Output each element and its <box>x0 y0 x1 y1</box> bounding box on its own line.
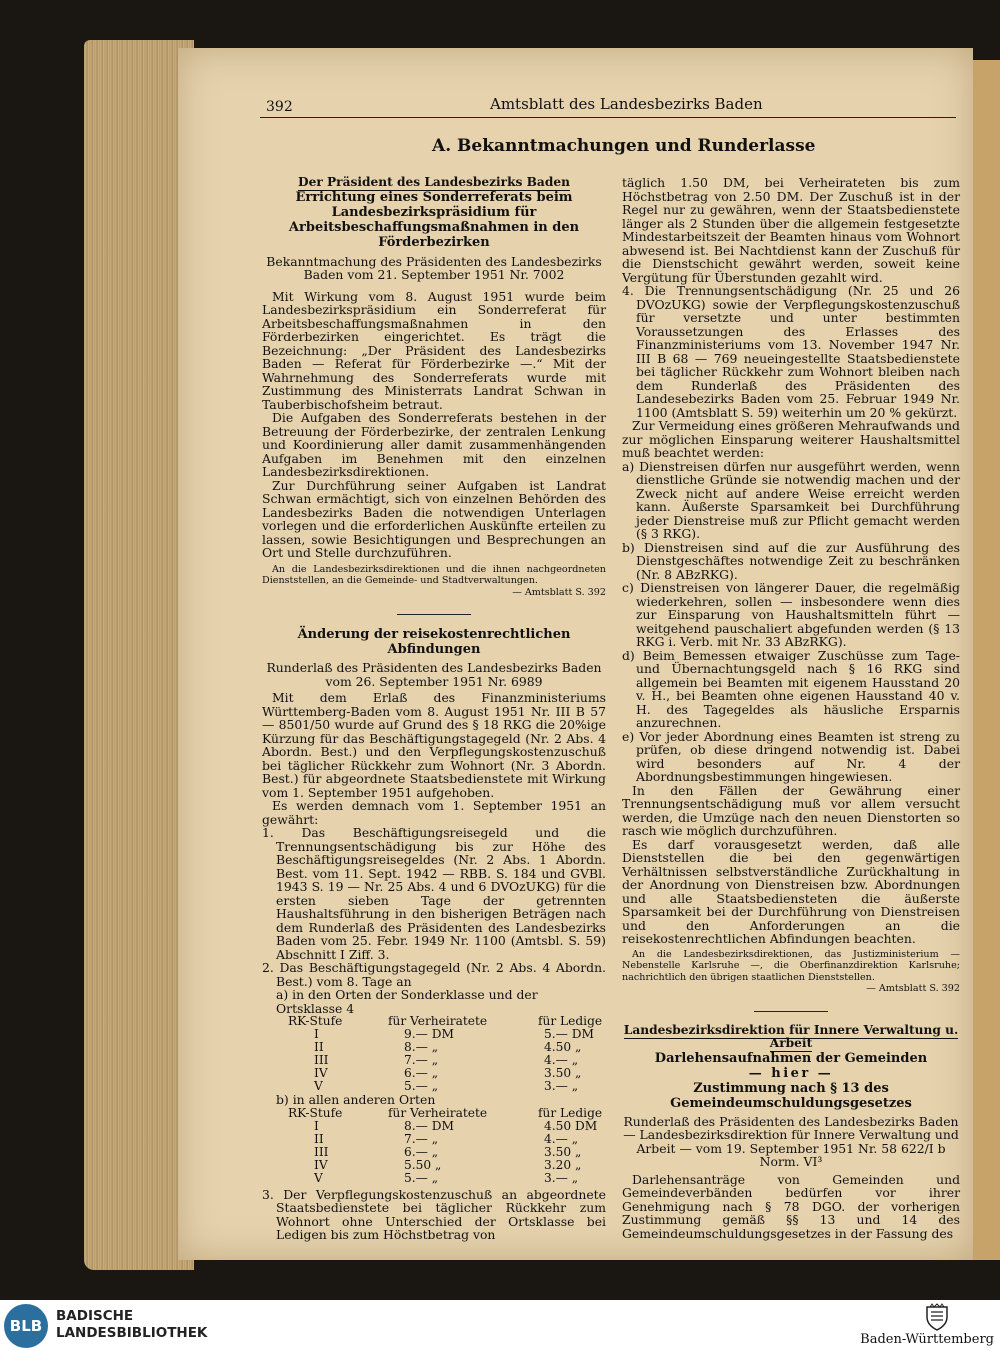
list-item: 2. Das Beschäftigungstagegeld (Nr. 2 Abs. 4 Abordn. Best.) vom 8. Tage an <box>262 960 606 989</box>
list-item: d) Beim Bemessen etwaiger Zuschüsse zum Tage- und Übernachtungsgeld nach § 16 RKG sind allgemein bei Beamten mit eigenem Hausstand 20 v. H., bei Beamten ohne eigenen Hausstand 40 v. H. des Tagegeldes als häusliche Ersparnis anzurechnen. <box>622 647 960 730</box>
table-cell: 5.— „ <box>404 1079 439 1093</box>
paragraph: In den Fällen der Gewährung einer Trennungsentschädigung muß vor allem versucht werden, die Umzüge nach den neuen Dienstorten so rasch wie möglich durchzuführen. <box>622 782 960 838</box>
table-cell: 4.— „ <box>544 1053 579 1067</box>
article-title: Errichtung eines Sonderreferats beim Landesbezirkspräsidium für Arbeitsbeschaffungsmaßnahmen in den Förderbezirken <box>288 189 580 250</box>
table-cell: V <box>314 1170 323 1185</box>
table-header: für Ledige <box>538 1105 603 1120</box>
reference: — Amtsblatt S. 392 <box>512 586 606 598</box>
table-cell: 7.— „ <box>404 1131 439 1146</box>
divider <box>754 1011 828 1012</box>
paragraph: täglich 1.50 DM, bei Verheirateten bis zum Höchstbetrag von 2.50 DM. Der Zuschuß ist in der Regel nur zu gewähren, wenn der Staatsbedienstete länger als 2 Stunden über die allgemein festgesetzte Mindestarbeitszeit der Beamten hinaus vom Wohnort abwesend ist. Bei Nachtdienst kann der Zuschuß für die Dienstschicht gewährt werden, soweit keine Vergütung für Überstunden gezahlt wird. <box>622 175 960 285</box>
table-header: RK-Stufe <box>288 1014 343 1028</box>
reference: — Amtsblatt S. 392 <box>866 983 960 994</box>
paragraph: Mit dem Erlaß des Finanzministeriums Württemberg-Baden vom 8. August 1951 Nr. III B 57 — 8501/50 wurde auf Grund des § 18 RKG die 20%ige Kürzung für das Beschäftigungstagegeld (Nr. 2 Abs. 4 Abordn. Best.) und den Verpflegungskostenzuschuß bei täglicher Rückkehr zum Wohnort (Nr. 3 Abordn. Best.) für abgeordnete Staatsbedienstete mit Wirkung vom 1. September 1951 aufgehoben. <box>262 690 606 800</box>
divider <box>397 614 471 615</box>
page-header <box>260 95 956 118</box>
list-item: 4. Die Trennungsentschädigung (Nr. 25 und 26 DVOzUKG) sowie der Verpflegungskostenzuschuß für versetzte und unter bestimmten Voraussetzungen des Erlasses des Finanzministeriums vom 13. November 1947 Nr. III B 68 — 769 neueingestellte Staatsbedienstete bei täglicher Rückkehr zum Wohnort bleiben nach dem Runderlaß des Präsidenten des Landesebezirks Baden vom 25. Februar 1949 Nr. 1100 (Amtsblatt S. 59) weiterhin um 20 % gekürzt. <box>622 283 960 420</box>
article-subtitle: Runderlaß des Präsidenten des Landesbezirks Baden vom 26. September 1951 Nr. 6989 <box>266 660 602 689</box>
article-title: Darlehensaufnahmen der Gemeinden <box>654 1050 928 1066</box>
paragraph: Es darf vorausgesetzt werden, daß alle Dienststellen die bei den gegenwärtigen Verhältnissen selbstverständliche Zurückhaltung in der Anordnung von Dienstreisen bzw. Abordnungen und alle Staatsbediensteten die äußerste Sparsamkeit bei der Durchführung von Dienstreisen und den Anforderungen an die reisekostenrechtlichen Abfindungen beachten. <box>622 836 960 946</box>
article-title: — hier — <box>748 1065 834 1081</box>
list-item: c) Dienstreisen von längerer Dauer, die regelmäßig wiederkehren, sollen — insbesondere wenn dies zur Einsparung von Haushaltsmitteln führt — weitgehend pauschaliert abgefunden werden (§ 13 RKG i. Verb. mit Nr. 33 ABzRKG). <box>622 580 960 649</box>
article-subtitle: Runderlaß des Präsidenten des Landesbezirks Baden — Landesbezirksdirektion für Innere Verwaltung und Arbeit — vom 19. September 1951 Nr. 58 622/I b Norm. VI³ <box>623 1113 959 1169</box>
table-cell: 3.20 „ <box>544 1157 582 1172</box>
rates-table-a <box>288 1015 602 1093</box>
table-cell: I <box>314 1118 319 1133</box>
library-name <box>56 1308 207 1342</box>
page-number: 392 <box>266 99 293 115</box>
distribution-note: An die Landesbezirksdirektionen, das Justizministerium — Nebenstelle Karlsruhe —, die Oberfinanzdirektion Karlsruhe; nachrichtlich den übrigen staatlichen Dienststellen. <box>622 948 960 983</box>
table-header: für Verheiratete <box>388 1014 488 1028</box>
table-cell: 4.— „ <box>544 1131 579 1146</box>
table-cell: 3.— „ <box>544 1079 579 1093</box>
distribution-note: An die Landesbezirksdirektionen und die ihnen nachgeordneten Dienststellen, an die Gemeinde- und Stadtverwaltungen. <box>262 563 606 586</box>
left-column <box>262 176 606 1242</box>
table-row <box>288 1172 602 1185</box>
library-name-line1: BADISCHE <box>56 1308 134 1324</box>
table-row <box>288 1120 602 1133</box>
article-title: Änderung der reisekostenrechtlichen Abfindungen <box>297 627 571 657</box>
running-title: Amtsblatt des Landesbezirks Baden <box>490 95 763 113</box>
table-cell: 7.— „ <box>404 1053 439 1067</box>
table-cell: III <box>314 1144 329 1159</box>
blb-logo: BLB <box>4 1304 48 1348</box>
table-cell: III <box>314 1053 329 1067</box>
table-cell: IV <box>314 1066 328 1080</box>
table-cell: 3.— „ <box>544 1170 579 1185</box>
table-cell: 4.50 DM <box>544 1118 598 1133</box>
table-cell: I <box>314 1027 319 1041</box>
table-header: für Ledige <box>538 1014 603 1028</box>
table-cell: 9.— DM <box>404 1027 454 1041</box>
table-cell: IV <box>314 1157 328 1172</box>
main-title: A. Bekanntmachungen und Runderlasse <box>432 136 816 156</box>
table-cell: 3.50 „ <box>544 1144 582 1159</box>
table-cell: II <box>314 1131 324 1146</box>
table-cell: V <box>314 1079 323 1093</box>
table-cell: 5.— „ <box>404 1170 439 1185</box>
table-cell: 5.50 „ <box>404 1157 442 1172</box>
paragraph: Mit Wirkung vom 8. August 1951 wurde beim Landesbezirkspräsidium ein Sonderreferat für Arbeitsbeschaffungsmaßnahmen in den Förderbezirken eingerichtet. Es trägt die Bezeichnung: „Der Präsident des Landesbezirks Baden — Referat für Förderbezirke —.“ Mit der Wahrnehmung des Sonderreferats wurde mit Zustimmung des Ministerrats Landrat Schwan in Tauberbischofsheim betraut. <box>262 288 606 412</box>
state-name: Baden-Württemberg <box>860 1332 994 1347</box>
list-item: 1. Das Beschäftigungsreisegeld und die Trennungsentschädigung bis zur Höhe des Beschäftigungsreisegeldes (Nr. 2 Abs. 1 Abordn. Best. vom 11. Sept. 1942 — RBB. S. 184 und GVBl. 1943 S. 19 — Nr. 25 Abs. 4 und 6 DVOzUKG) für die ersten sieben Tage der getrennten Haushaltsführung in den bisherigen Beträgen nach dem Runderlaß des Präsidenten des Landesbezirks Baden vom 25. Febr. 1949 Nr. 1100 (Amtsbl. S. 59) Abschnitt I Ziff. 3. <box>262 825 606 962</box>
paragraph: Zur Vermeidung eines größeren Mehraufwands und zur möglichen Einsparung weiterer Haushaltsmittel muß beachtet werden: <box>622 418 960 460</box>
right-column <box>622 176 960 1240</box>
library-name-line2: LANDESBIBLIOTHEK <box>56 1325 208 1341</box>
section-heading: Der Präsident des Landesbezirks Baden <box>298 175 570 189</box>
table-cell: 5.— DM <box>544 1027 594 1041</box>
paragraph: Die Aufgaben des Sonderreferats bestehen in der Betreuung der Förderbezirke, der zentralen Lenkung und Koordinierung aller damit zusammenhängenden Aufgaben im Benehmen mit den einzelnen Landesbezirksdirektionen. <box>262 410 606 479</box>
table-cell: 8.— „ <box>404 1040 439 1054</box>
list-subitem: b) in allen anderen Orten <box>276 1092 436 1107</box>
table-cell: 8.— DM <box>404 1118 454 1133</box>
coat-of-arms-icon <box>924 1303 950 1331</box>
table-header: für Verheiratete <box>388 1105 488 1120</box>
table-cell: 3.50 „ <box>544 1066 582 1080</box>
rates-table-b <box>288 1107 602 1185</box>
table-row <box>288 1133 602 1146</box>
list-item: 3. Der Verpflegungskostenzuschuß an abgeordnete Staatsbedienstete bei täglicher Rückkehr zum Wohnort ohne Unterschied der Ortsklasse bei Ledigen bis zum Höchstbetrag von <box>262 1186 606 1242</box>
table-header: RK-Stufe <box>288 1105 343 1120</box>
article-title: Zustimmung nach § 13 des Gemeindeumschuldungsgesetzes <box>670 1080 912 1111</box>
table-cell: 6.— „ <box>404 1066 439 1080</box>
article-subtitle: Bekanntmachung des Präsidenten des Landesbezirks Baden vom 21. September 1951 Nr. 7002 <box>266 253 602 282</box>
list-item: a) Dienstreisen dürfen nur ausgeführt werden, wenn dienstliche Gründe sie notwendig machen und der Zweck nicht auf andere Weise erreicht werden kann. Äußerste Sparsamkeit bei Durchführung jeder Dienstreise muß zur Pflicht gemacht werden (§ 3 RKG). <box>622 458 960 541</box>
table-row <box>288 1159 602 1172</box>
list-subitem: a) in den Orten der Sonderklasse und der Ortsklasse 4 <box>276 987 538 1016</box>
paragraph: Darlehensanträge von Gemeinden und Gemeindeverbänden bedürfen vor ihrer Genehmigung nach § 78 DGO. der vorherigen Zustimmung gemäß §§ 13 und 14 des Gemeindeumschuldungsgesetzes in der Fassung des <box>622 1171 960 1241</box>
table-row <box>288 1146 602 1159</box>
list-item: b) Dienstreisen sind auf die zur Ausführung des Dienstgeschäftes notwendige Zeit zu beschränken (Nr. 8 ABzRKG). <box>622 539 960 582</box>
list-item: e) Vor jeder Abordnung eines Beamten ist streng zu prüfen, ob diese dringend notwendig ist. Dabei wird besonders auf Nr. 4 der Abordnungsbestimmungen hingewiesen. <box>622 728 960 784</box>
viewer-footer <box>0 1300 1000 1351</box>
table-cell: II <box>314 1040 324 1054</box>
paragraph: Es werden demnach vom 1. September 1951 an gewährt: <box>262 798 606 827</box>
section-heading: Landesbezirksdirektion für Innere Verwaltung u. Arbeit <box>623 1022 959 1050</box>
table-cell: 4.50 „ <box>544 1040 582 1054</box>
paragraph: Zur Durchführung seiner Aufgaben ist Landrat Schwan ermächtigt, sich von einzelnen Behörden des Landesbezirks Baden die notwendigen Unterlagen vorlegen und die erforderlichen Auskünfte erteilen zu lassen, sowie Besichtigungen und Besprechungen an Ort und Stelle durchzuführen. <box>262 477 606 560</box>
table-cell: 6.— „ <box>404 1144 439 1159</box>
